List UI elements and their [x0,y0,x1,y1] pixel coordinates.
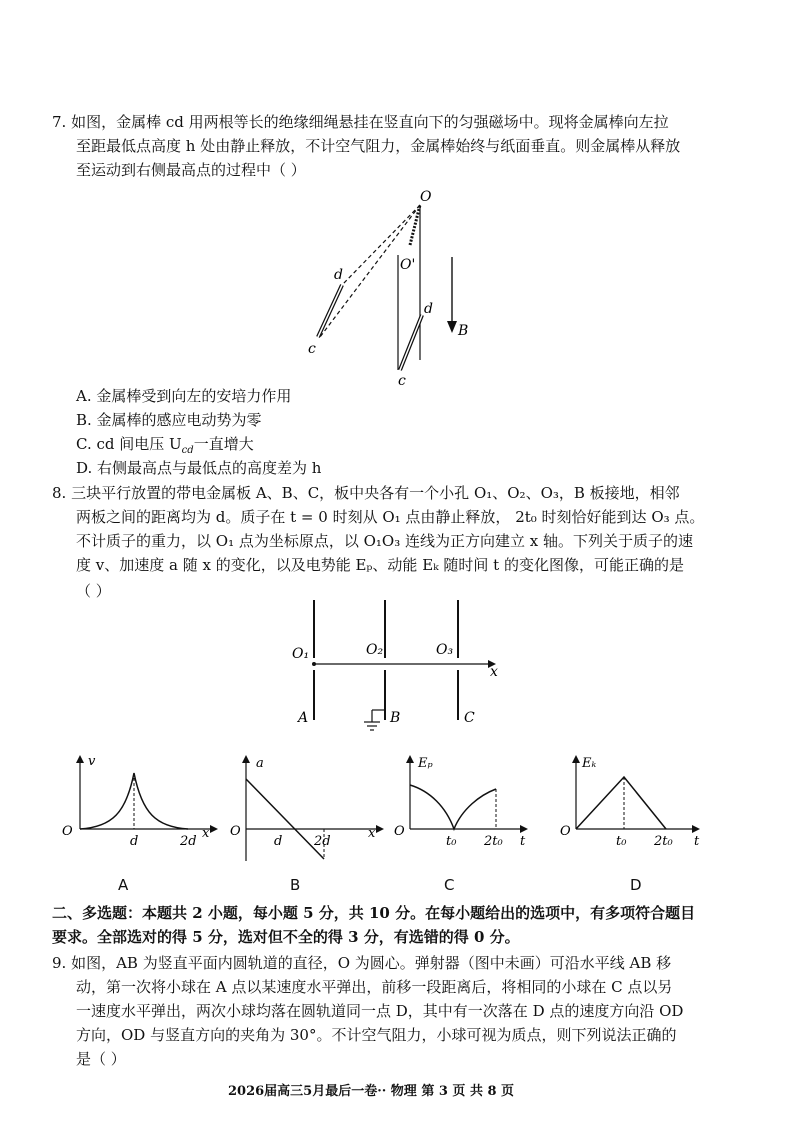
graph-c-xlabel: t [520,834,526,849]
label-c-left: c [308,341,316,357]
label-c-right: c [398,373,406,389]
graph-a-origin: O [62,824,73,839]
label-O3: O₃ [436,642,454,658]
label-O2: O₂ [366,642,384,658]
graph-a-xlabel: x [202,826,210,841]
q9-line-5: 是（ ） [76,1050,126,1068]
label-O-prime: O' [400,257,416,273]
graph-d [558,755,718,855]
q8-line-3: 不计质子的重力，以 O₁ 点为坐标原点，以 O₁O₃ 连线为正方向建立 x 轴。下列关于质子的速 [76,532,694,550]
graph-d-tick-2: 2t₀ [654,834,673,849]
graph-d-xlabel: t [694,834,700,849]
q7-option-a: A. 金属棒受到向左的安培力作用 [76,387,292,405]
q8-line-4: 度 v、加速度 a 随 x 的变化，以及电势能 Eₚ、动能 Eₖ 随时间 t 的变化图像，可能正确的是 [76,556,684,574]
graph-d-origin: O [560,824,571,839]
label-O: O [420,189,432,205]
q7-option-c: C. cd 间电压 $U_{cd}$一直增大 [76,435,254,456]
graph-d-tick-1: t₀ [616,834,627,849]
q7-line-3: 至运动到右侧最高点的过程中（ ） [76,161,306,179]
graph-a-tick-2: 2d [180,834,197,849]
q7-option-d: D. 右侧最高点与最低点的高度差为 h [76,459,322,477]
q7-line-2: 至距最低点高度 h 处由静止释放，不计空气阻力，金属棒始终与纸面垂直。则金属棒从释放 [76,137,681,155]
q7-figure [290,185,490,390]
q8-plates-figure [280,598,520,748]
graph-c-ylabel: Eₚ [418,756,433,771]
graph-b-xlabel: x [368,826,376,841]
graph-c-tick-1: t₀ [446,834,457,849]
q8-line-2: 两板之间的距离均为 d。质子在 t = 0 时刻从 O₁ 点由静止释放， 2t₀ 时刻恰好能到达 O₃ 点。 [76,508,705,526]
q9-line-3: 一速度水平弹出，两次小球均落在圆轨道同一点 D，其中有一次落在 D 点的速度方向沿 OD [76,1002,684,1020]
graph-c [392,755,542,855]
graph-b-ylabel: a [256,756,264,771]
graph-b-origin: O [230,824,241,839]
label-x-axis: x [490,664,498,680]
label-plate-B: B [390,710,401,726]
q7-option-b: B. 金属棒的感应电动势为零 [76,411,262,429]
label-plate-C: C [464,710,475,726]
label-B-field: B [458,323,469,339]
label-O1: O₁ [292,646,310,662]
graph-b-tick-2: 2d [314,834,331,849]
graph-a [62,755,222,855]
graph-b-caption: B [290,876,301,894]
graph-c-origin: O [394,824,405,839]
page-footer: 2026届高三5月最后一卷·· 物理 第 3 页 共 8 页 [228,1084,515,1099]
graph-c-tick-2: 2t₀ [484,834,503,849]
q8-line-5: （ ） [76,582,111,600]
q7-line-1: 7. 如图，金属棒 cd 用两根等长的绝缘细绳悬挂在竖直向下的匀强磁场中。现将金属棒向左拉 [52,113,669,131]
q8-line-1: 8. 三块平行放置的带电金属板 A、B、C，板中央各有一个小孔 O₁、O₂、O₃，B 板接地，相邻 [52,484,680,502]
label-d-right: d [424,301,433,317]
section-2-line-2: 要求。全部选对的得 5 分，选对但不全的得 3 分，有选错的得 0 分。 [52,928,520,946]
label-d-left: d [334,267,343,283]
graph-d-ylabel: Eₖ [582,756,597,771]
label-plate-A: A [298,710,309,726]
graph-a-ylabel: v [88,755,96,769]
graph-b [228,755,388,870]
graph-b-tick-1: d [274,834,283,849]
q9-line-2: 动，第一次将小球在 A 点以某速度水平弹出，前移一段距离后，将相同的小球在 C 点以另 [76,978,673,996]
q9-line-4: 方向，OD 与竖直方向的夹角为 30°。不计空气阻力，小球可视为质点，则下列说法正确的 [76,1026,677,1044]
graph-c-caption: C [444,876,455,894]
graph-a-caption: A [118,876,129,894]
graph-d-caption: D [630,876,642,894]
section-2-line-1: 二、多选题：本题共 2 小题，每小题 5 分，共 10 分。在每小题给出的选项中，有多项符合题目 [52,904,696,922]
graph-a-tick-1: d [130,834,139,849]
q9-line-1: 9. 如图，AB 为竖直平面内圆轨道的直径，O 为圆心。弹射器（图中未画）可沿水平线 AB 移 [52,954,672,972]
